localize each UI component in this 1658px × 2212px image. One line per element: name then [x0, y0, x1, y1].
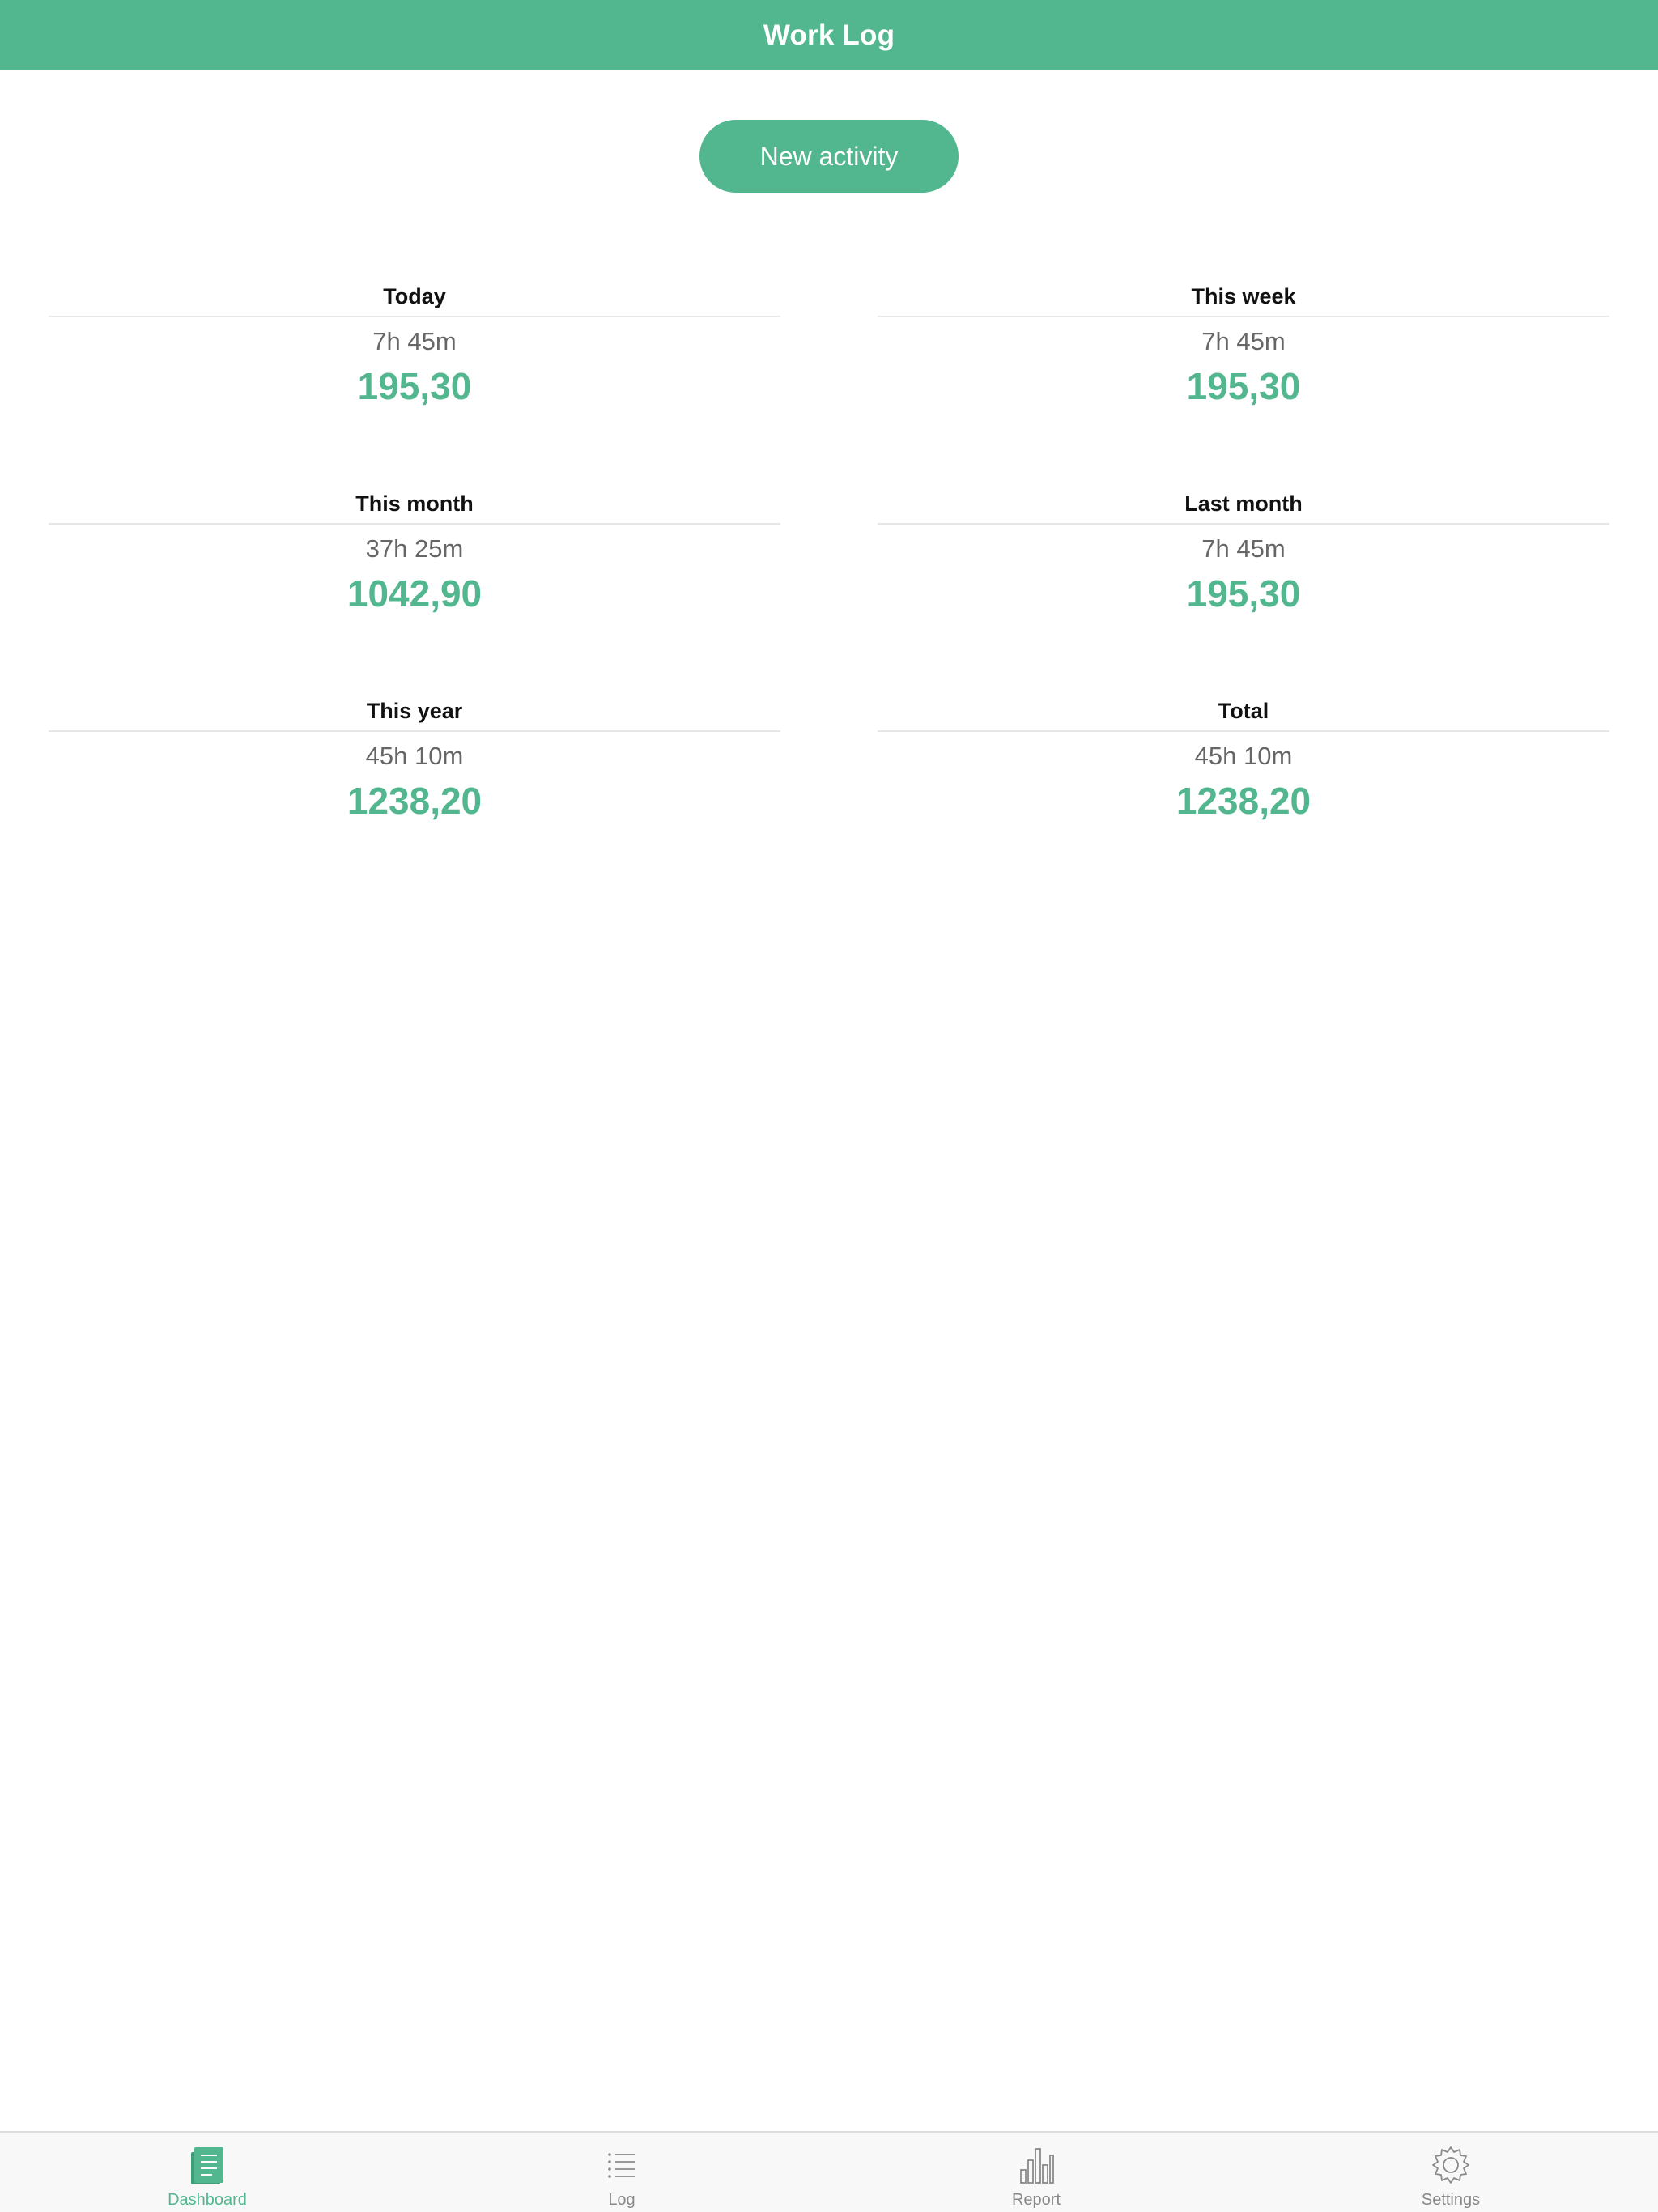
stat-amount: 1042,90 [346, 572, 483, 615]
page-title: Work Log [763, 19, 895, 51]
stat-amount: 195,30 [357, 365, 472, 407]
tab-bar [0, 2131, 1658, 2212]
stat-amount: 195,30 [1186, 572, 1301, 615]
tab-dashboard[interactable] [0, 2133, 414, 2212]
tab-label: Settings [1421, 2191, 1481, 2209]
list-icon [601, 2144, 643, 2186]
stat-time: 7h 45m [372, 327, 457, 355]
tab-settings[interactable] [1244, 2133, 1658, 2212]
stat-time: 45h 10m [1194, 742, 1293, 770]
stat-today [49, 280, 780, 408]
stat-title: This week [878, 280, 1609, 317]
stat-time: 7h 45m [1201, 534, 1286, 563]
stat-this-month [49, 487, 780, 615]
document-icon [186, 2144, 228, 2186]
navigation-bar [0, 0, 1658, 70]
tab-report[interactable] [829, 2133, 1244, 2212]
gear-icon [1430, 2144, 1472, 2186]
stat-title: Today [49, 280, 780, 317]
tab-label: Dashboard [168, 2191, 247, 2209]
stat-total [878, 695, 1609, 823]
stat-title: This year [49, 695, 780, 732]
stat-title: This month [49, 487, 780, 525]
stat-amount: 195,30 [1186, 365, 1301, 407]
new-activity-button[interactable]: New activity [699, 120, 959, 193]
stat-amount: 1238,20 [1175, 780, 1312, 822]
stat-title: Total [878, 695, 1609, 732]
tab-label: Log [608, 2191, 636, 2209]
stat-time: 37h 25m [365, 534, 464, 563]
tab-log[interactable] [414, 2133, 829, 2212]
stat-this-week [878, 280, 1609, 408]
stat-title: Last month [878, 487, 1609, 525]
stat-this-year [49, 695, 780, 823]
stat-last-month [878, 487, 1609, 615]
tab-label: Report [1011, 2191, 1061, 2209]
stat-time: 7h 45m [1201, 327, 1286, 355]
stat-amount: 1238,20 [346, 780, 483, 822]
stat-time: 45h 10m [365, 742, 464, 770]
bar-chart-icon [1015, 2144, 1057, 2186]
